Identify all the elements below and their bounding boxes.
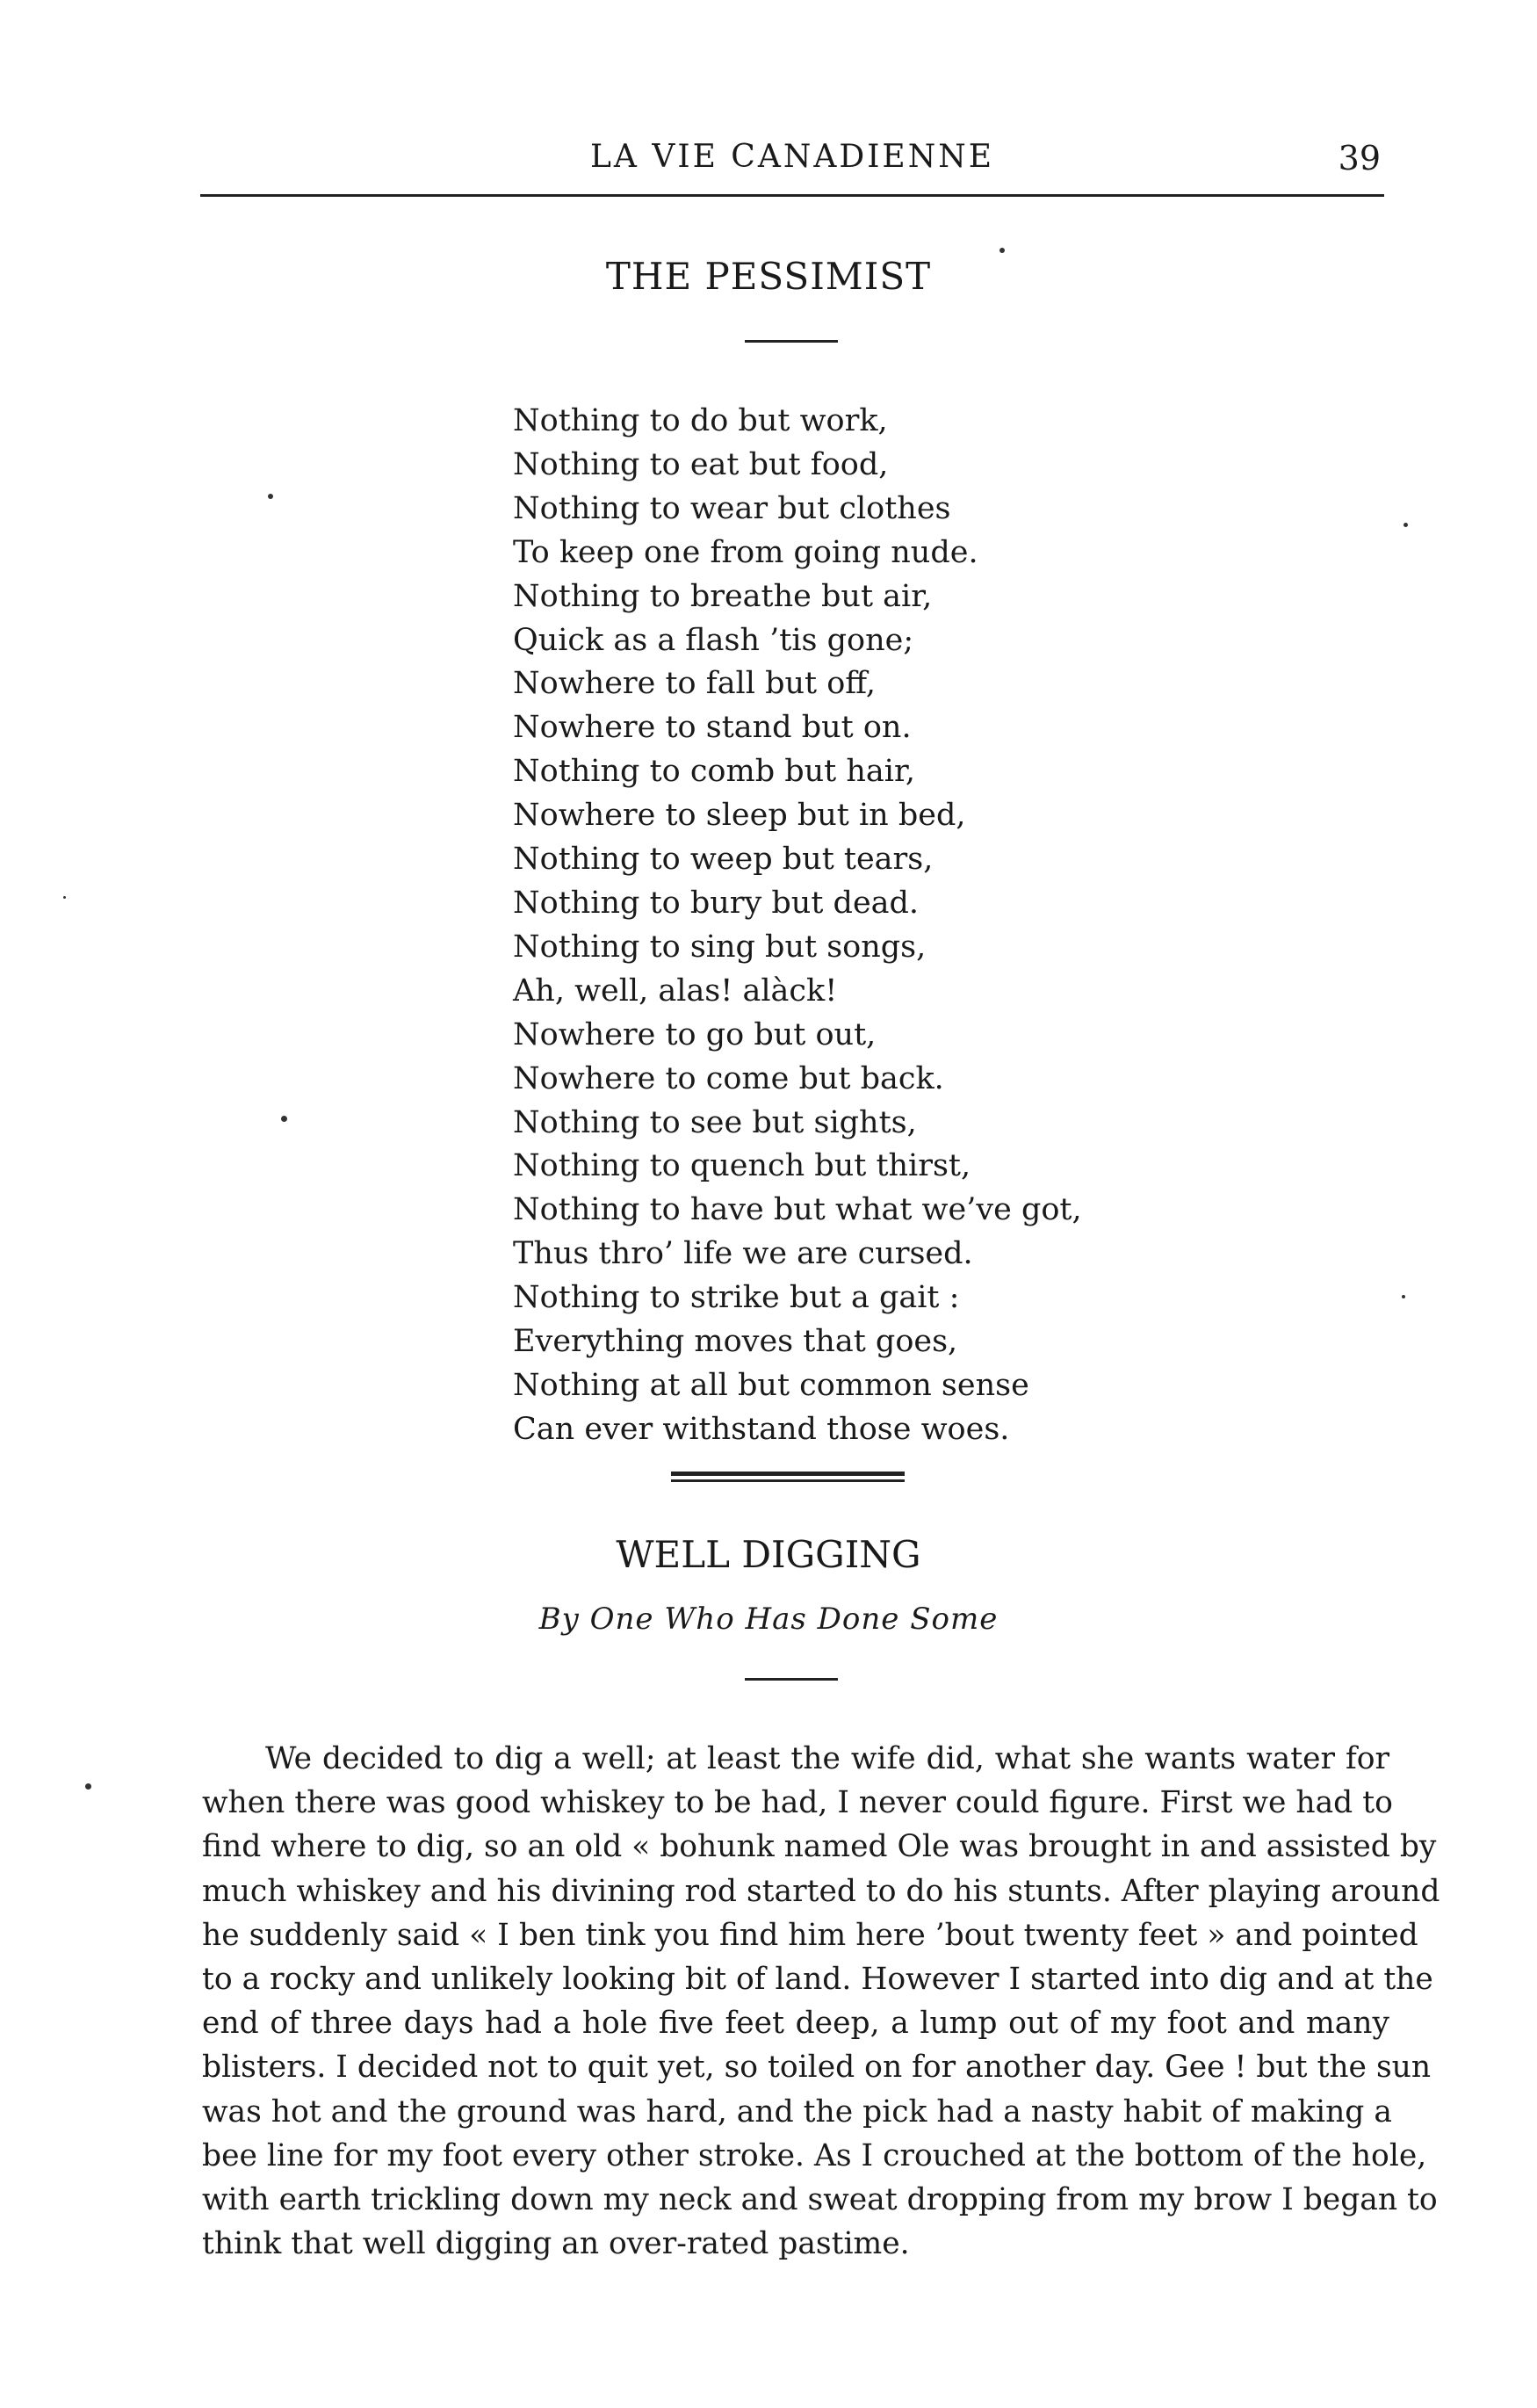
article-body: [202, 1737, 1440, 2266]
paragraph-line: with earth trickling down my neck and sweat dropping from my brow I began to: [202, 2182, 1438, 2218]
scan-speck: [281, 1116, 287, 1122]
poem-line: Can ever withstand those woes.: [513, 1411, 1010, 1447]
poem-line: Nothing to have but what we’ve got,: [513, 1192, 1082, 1228]
poem-line: Nothing at all but common sense: [513, 1367, 1029, 1403]
poem-line: Nowhere to come but back.: [513, 1060, 944, 1096]
paragraph-line: think that well digging an over-rated pastime.: [202, 2226, 910, 2262]
poem-line: Nothing to comb but hair,: [513, 754, 915, 790]
paragraph-line: when there was good whiskey to be had, I never could figure. First we had to: [202, 1785, 1393, 1821]
section-divider: [671, 1472, 905, 1482]
scan-speck: [1404, 523, 1408, 527]
scan-speck: [85, 1783, 91, 1790]
poem-line: Nothing to wear but clothes: [513, 490, 951, 526]
paragraph-line: We decided to dig a well; at least the wife did, what she wants water for: [265, 1741, 1389, 1776]
paragraph-line: bee line for my foot every other stroke. As I crouched at the bottom of the hole,: [202, 2137, 1427, 2173]
paragraph-line: was hot and the ground was hard, and the pick had a nasty habit of making a: [202, 2093, 1392, 2130]
article-title-rule: [745, 1678, 838, 1681]
article-title: WELL DIGGING: [616, 1533, 921, 1576]
poem-line: Ah, well, alas! alàck!: [513, 973, 838, 1009]
poem-line: Nothing to sing but songs,: [513, 929, 927, 965]
page-number: 39: [1338, 139, 1381, 177]
scan-speck: [999, 248, 1005, 253]
running-header: [200, 132, 1384, 193]
poem-line: Nowhere to fall but off,: [513, 666, 877, 702]
poem-line: Nothing to breathe but air,: [513, 578, 933, 614]
poem-line: Everything moves that goes,: [513, 1324, 958, 1360]
poem-title: THE PESSIMIST: [605, 255, 932, 298]
poem-title-rule: [745, 340, 838, 343]
poem-line: Nowhere to sleep but in bed,: [513, 798, 966, 834]
header-rule: [200, 194, 1384, 197]
poem-line: Nothing to weep but tears,: [513, 842, 934, 878]
poem-line: Nowhere to stand but on.: [513, 710, 912, 746]
paragraph-line: find where to dig, so an old « bohunk named Ole was brought in and assisted by: [202, 1829, 1437, 1865]
scan-speck: [1402, 1295, 1405, 1298]
poem-line: Nothing to bury but dead.: [513, 885, 920, 921]
poem-line: Nothing to see but sights,: [513, 1104, 917, 1140]
poem-line: Thus thro’ life we are cursed.: [513, 1236, 973, 1272]
paragraph-line: he suddenly said « I ben tink you find him here ’bout twenty feet » and pointed: [202, 1917, 1418, 1953]
poem-line: Nothing to strike but a gait :: [513, 1280, 960, 1316]
poem-line: Nowhere to go but out,: [513, 1016, 877, 1052]
scan-speck: [63, 896, 66, 899]
poem-line: Quick as a flash ’tis gone;: [513, 622, 914, 658]
poem-line: Nothing to quench but thirst,: [513, 1148, 971, 1184]
running-title: LA VIE CANADIENNE: [590, 139, 994, 175]
poem-line: Nothing to eat but food,: [513, 446, 889, 482]
poem-line: To keep one from going nude.: [513, 534, 978, 570]
poem-line: Nothing to do but work,: [513, 403, 888, 438]
paragraph-line: much whiskey and his divining rod started to do his stunts. After playing around: [202, 1873, 1440, 1909]
paragraph-line: to a rocky and unlikely looking bit of land. However I started into dig and at the: [202, 1962, 1433, 1998]
poem-body: [513, 400, 1128, 1452]
paragraph-line: end of three days had a hole five feet deep, a lump out of my foot and many: [202, 2006, 1389, 2042]
paragraph-line: blisters. I decided not to quit yet, so toiled on for another day. Gee ! but the sun: [202, 2050, 1432, 2086]
scan-speck: [268, 494, 273, 499]
article-byline: By One Who Has Done Some: [538, 1602, 999, 1637]
